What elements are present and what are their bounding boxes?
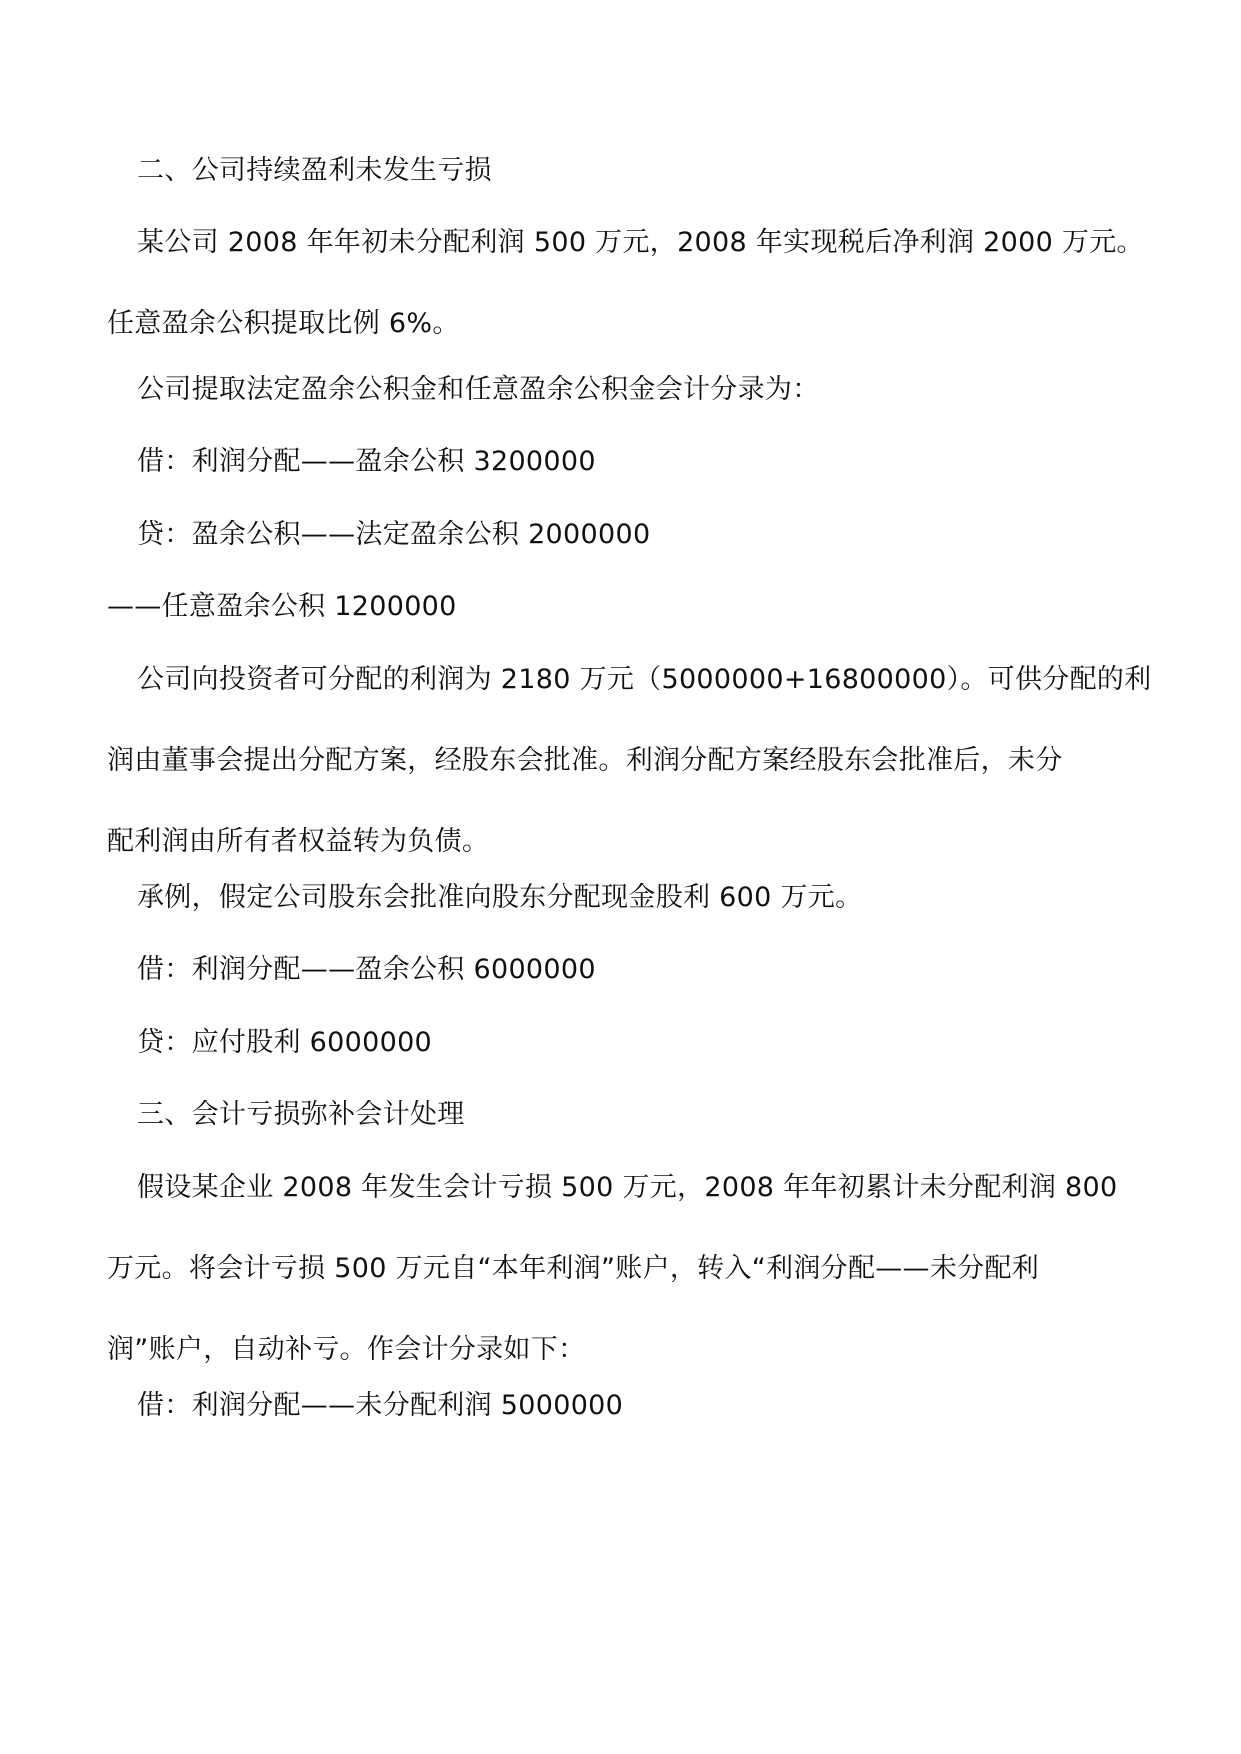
para-line: 公司向投资者可分配的利润为 2180 万元（5000000+16800000）。可供分配的利 xyxy=(137,664,1152,695)
para-line: 公司提取法定盈余公积金和任意盈余公积金会计分录为： xyxy=(137,374,820,405)
para-line: 借：利润分配——盈余公积 3200000 xyxy=(137,446,596,477)
para-line: 承例，假定公司股东会批准向股东分配现金股利 600 万元。 xyxy=(137,882,863,913)
paragraph-dividend-example xyxy=(107,857,1137,938)
para-line: 贷：盈余公积——法定盈余公积 2000000 xyxy=(137,519,651,550)
para-line: 润由董事会提出分配方案，经股东会批准。利润分配方案经股东会批准后，未分 xyxy=(107,745,1063,776)
journal-credit-2 xyxy=(107,1002,1137,1083)
paragraph-entry-intro xyxy=(107,349,1137,430)
para-line: 任意盈余公积提取比例 6%。 xyxy=(107,308,460,339)
para-line: 贷：应付股利 6000000 xyxy=(137,1027,433,1058)
para-line: 假设某企业 2008 年发生会计亏损 500 万元，2008 年年初累计未分配利润 800 xyxy=(137,1172,1118,1203)
para-line: 借：利润分配——未分配利润 5000000 xyxy=(137,1390,624,1421)
para-line: 万元。将会计亏损 500 万元自“本年利润”账户，转入“利润分配——未分配利 xyxy=(107,1253,1040,1284)
para-line: ——任意盈余公积 1200000 xyxy=(107,591,457,622)
journal-debit-1 xyxy=(107,421,1137,502)
para-line: 借：利润分配——盈余公积 6000000 xyxy=(137,954,596,985)
paragraph-loss-example xyxy=(107,1147,1137,1390)
journal-credit-1b xyxy=(107,566,1137,647)
section-heading-2 xyxy=(107,130,1137,211)
para-line: 润”账户，自动补亏。作会计分录如下： xyxy=(107,1334,586,1365)
section-heading-3 xyxy=(107,1074,1137,1155)
para-line: 二、公司持续盈利未发生亏损 xyxy=(137,155,492,186)
paragraph-distributable-profit xyxy=(107,639,1152,882)
para-line: 某公司 2008 年年初未分配利润 500 万元，2008 年实现税后净利润 2000 万元。 xyxy=(137,227,1144,258)
journal-credit-1 xyxy=(107,494,1137,575)
paragraph-example-intro xyxy=(107,202,1144,364)
para-line: 配利润由所有者权益转为负债。 xyxy=(107,826,490,857)
para-line: 三、会计亏损弥补会计处理 xyxy=(137,1099,465,1130)
journal-debit-3 xyxy=(107,1365,1137,1446)
journal-debit-2 xyxy=(107,929,1137,1010)
